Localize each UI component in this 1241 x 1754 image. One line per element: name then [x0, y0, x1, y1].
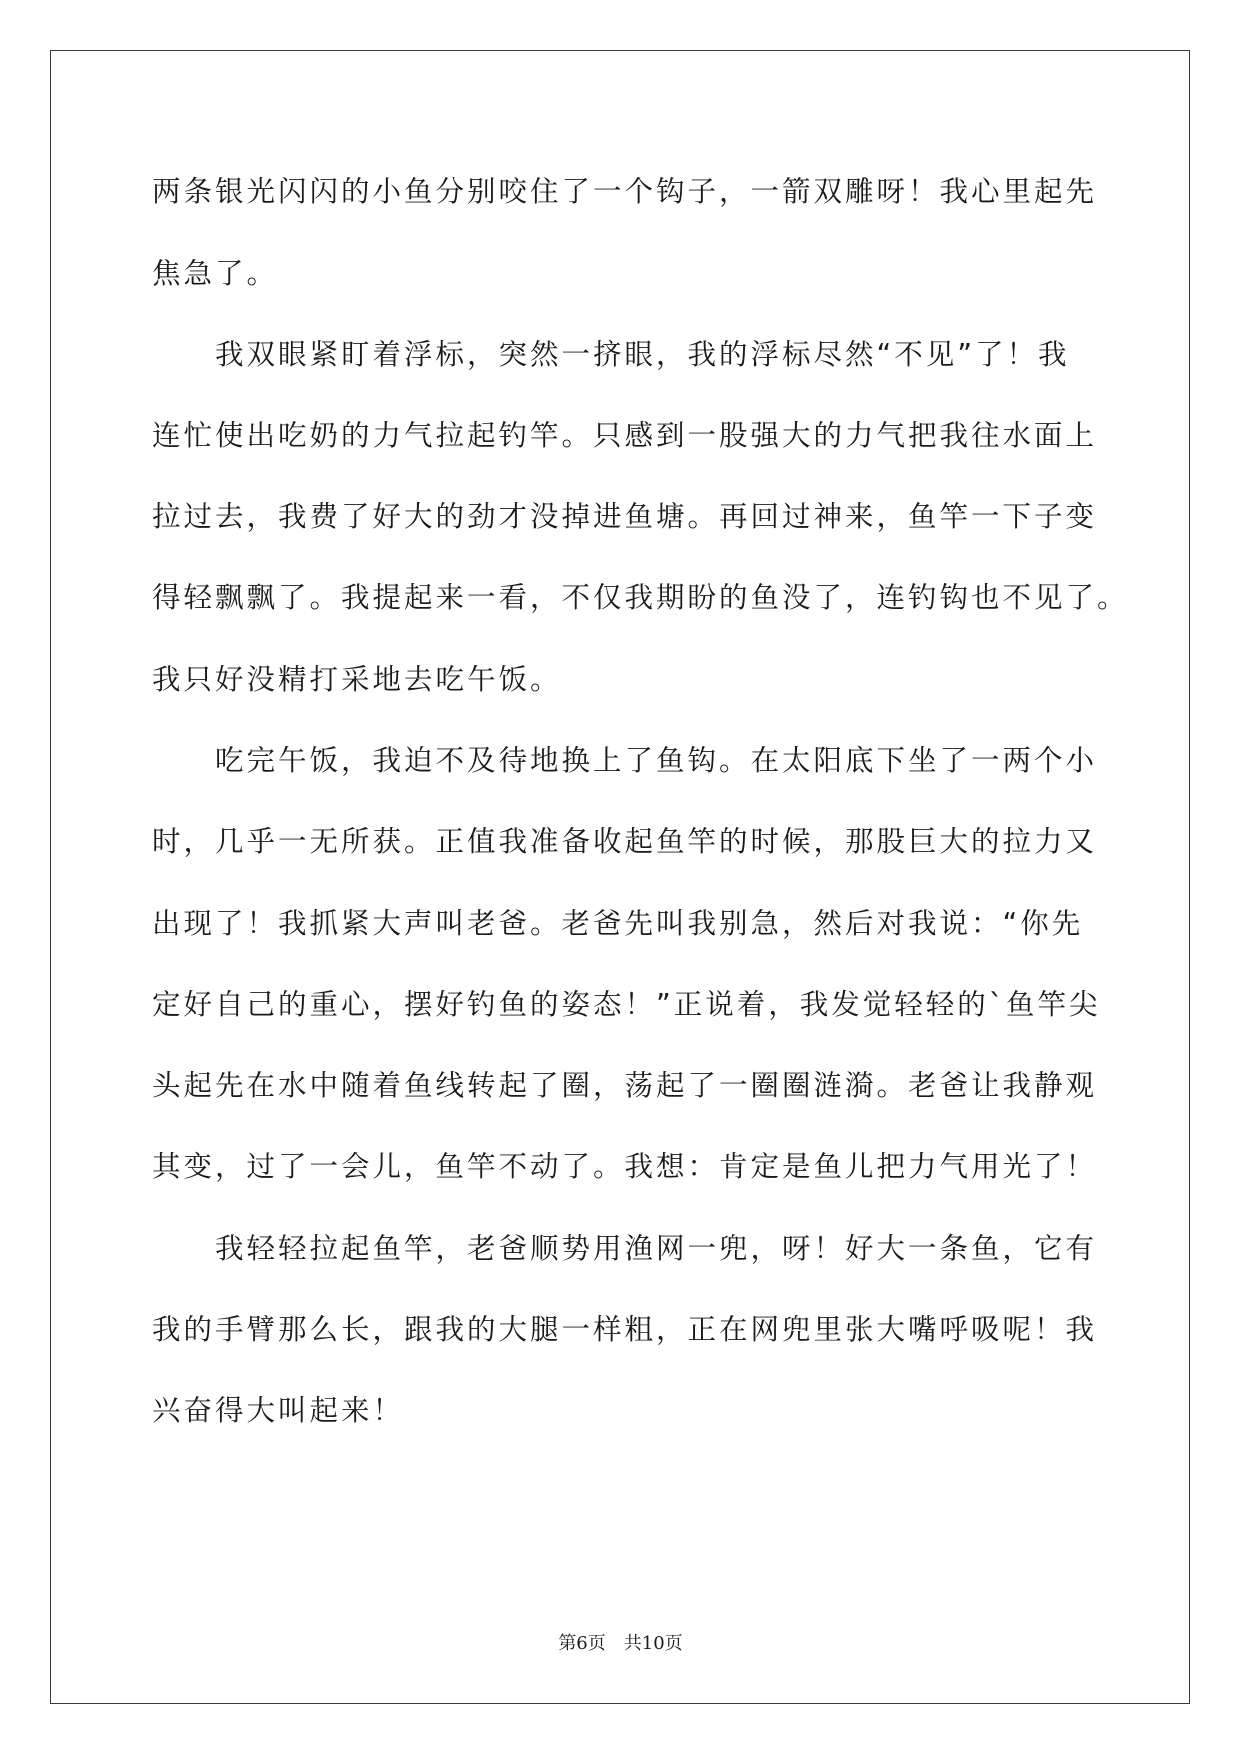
text-line: 出现了！我抓紧大声叫老爸。老爸先叫我别急，然后对我说：“你先	[152, 907, 1084, 940]
text-line: 兴奋得大叫起来！	[152, 1394, 405, 1427]
text-line: 我轻轻拉起鱼竿，老爸顺势用渔网一兜，呀！好大一条鱼，它有	[215, 1232, 1098, 1265]
text-line: 得轻飘飘了。我提起来一看，不仅我期盼的鱼没了，连钓钩也不见了。	[152, 581, 1129, 614]
text-line: 头起先在水中随着鱼线转起了圈，荡起了一圈圈涟漪。老爸让我静观	[152, 1069, 1098, 1102]
text-line: 两条银光闪闪的小鱼分别咬住了一个钩子，一箭双雕呀！我心里起先	[152, 175, 1098, 208]
text-line: 吃完午饭，我迫不及待地换上了鱼钩。在太阳底下坐了一两个小	[215, 744, 1098, 777]
text-line: 定好自己的重心，摆好钓鱼的姿态！”正说着，我发觉轻轻的`鱼竿尖	[152, 988, 1101, 1021]
text-line: 拉过去，我费了好大的劲才没掉进鱼塘。再回过神来，鱼竿一下子变	[152, 500, 1098, 533]
text-line: 我的手臂那么长，跟我的大腿一样粗，正在网兜里张大嘴呼吸呢！我	[152, 1313, 1098, 1346]
page-number: 第6页 共10页	[558, 1633, 683, 1654]
text-line: 我只好没精打采地去吃午饭。	[152, 663, 562, 696]
text-line: 焦急了。	[152, 257, 279, 290]
text-line: 我双眼紧盯着浮标，突然一挤眼，我的浮标尽然“不见”了！我	[215, 338, 1070, 371]
text-line: 连忙使出吃奶的力气拉起钓竿。只感到一股强大的力气把我往水面上	[152, 419, 1098, 452]
text-line: 时，几乎一无所获。正值我准备收起鱼竿的时候，那股巨大的拉力又	[152, 825, 1098, 858]
text-line: 其变，过了一会儿，鱼竿不动了。我想：肯定是鱼儿把力气用光了！	[152, 1150, 1098, 1183]
